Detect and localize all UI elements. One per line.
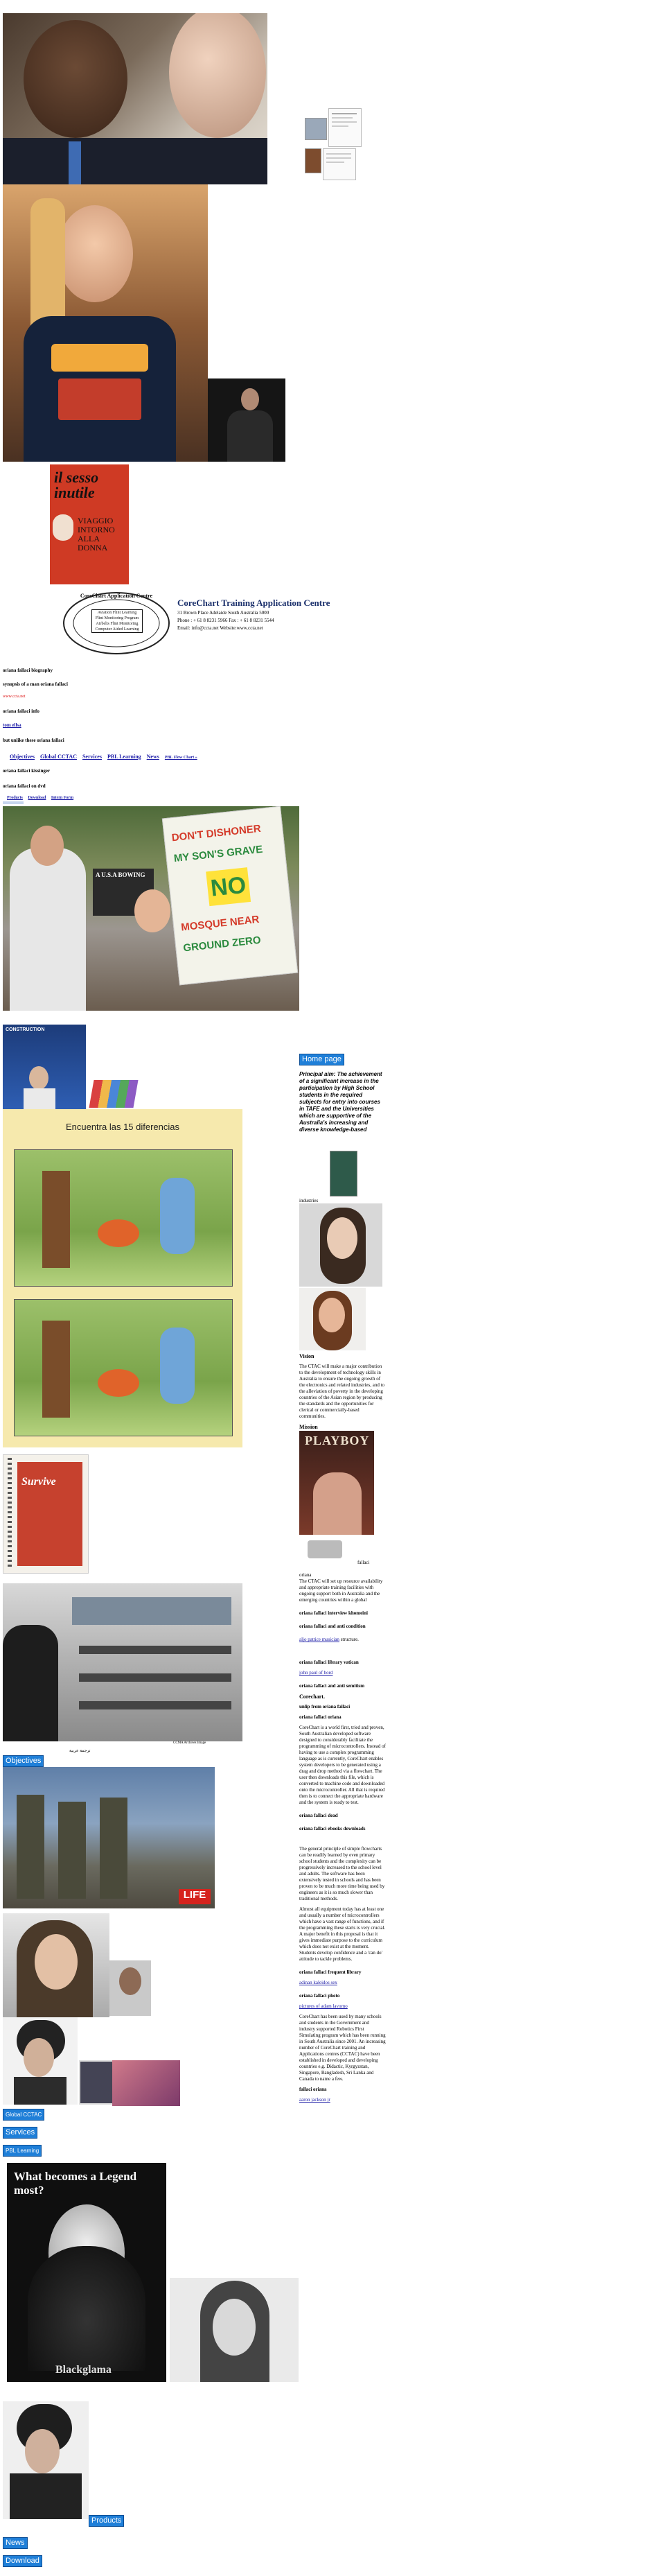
book-subtitle-3: ALLA <box>78 534 100 543</box>
text-but-unlike: but unlike these oriana fallaci <box>3 738 64 743</box>
book-subtitle-1: VIAGGIO <box>78 516 114 525</box>
classroom-photo <box>3 1583 242 1741</box>
link-kaleidos[interactable]: adinan kaleidos sex <box>299 1980 337 1985</box>
subnav-intern-form[interactable]: Intern Form <box>51 796 74 800</box>
link-aaron[interactable]: aaron jackson jr <box>299 2097 330 2103</box>
thumb-1[interactable] <box>305 118 327 140</box>
tiny-marker <box>3 801 24 804</box>
colored-books-icon <box>89 1080 138 1108</box>
ad-brand: Blackglama <box>55 2364 112 2376</box>
nav-pbl-learning[interactable]: PBL Learning <box>107 754 141 760</box>
red-note: www.ccta.net <box>3 695 26 699</box>
nav-pbl-flow-chart[interactable]: PBL Flow Chart » <box>164 756 197 760</box>
pbl-learning-button[interactable]: PBL Learning <box>3 2145 42 2157</box>
equipment-text: Almost all equipment today has at least one and usually a number of microcontrollers which have a vast range of functions, and if the programming these starts is very crucial. A major benefit in this proposal is that it gives immediate purpose to the curriculum which does not exist at the moment. Students develop confidence and a 'can do' attitude to tackle problems. <box>299 1906 386 1962</box>
tie <box>69 141 81 184</box>
text-anti-semitism: oriana fallaci and anti semitism <box>299 1683 365 1689</box>
sub-nav <box>7 796 78 800</box>
subnav-download[interactable]: Download <box>28 796 46 800</box>
text-interview: oriana fallaci interview khomeini <box>299 1610 368 1616</box>
blackglama-ad <box>7 2163 166 2382</box>
tv-banner: CONSTRUCTION <box>6 1027 45 1032</box>
products-button[interactable]: Products <box>89 2515 124 2527</box>
text-dvd: oriana fallaci on dvd <box>3 783 46 789</box>
woman-headscarf-photo <box>109 1960 151 2016</box>
soldiers-photo <box>3 1767 215 1908</box>
vision-title: Vision <box>299 1353 314 1359</box>
text-biography: oriana fallaci biography <box>3 668 53 673</box>
sign-line-5: GROUND ZERO <box>182 934 262 955</box>
text-frequent-library: oriana fallaci frequent library <box>299 1969 362 1975</box>
face <box>57 205 133 302</box>
protest-photo <box>3 806 299 1011</box>
life-logo: LIFE <box>179 1889 211 1904</box>
thumb-2[interactable] <box>305 148 321 173</box>
text-oriana-seminar: oriana fallaci oriana <box>299 1714 342 1720</box>
text-fallaci-oriana: fallaci oriana <box>299 2087 327 2092</box>
face-right <box>169 13 266 138</box>
classroom-caption: CCMA Archives Image <box>173 1741 206 1745</box>
sign-line-2: MY SON'S GRAVE <box>173 843 264 865</box>
industries-text: industries <box>299 1198 319 1203</box>
logo-lines: Aviation Flint Learning Flint Monitoring Program Airbelts Flint Monitoring Computer Aided Learning <box>91 609 143 633</box>
spot-difference-puzzle <box>3 1109 242 1447</box>
book-subtitle-2: INTORNO <box>78 525 115 534</box>
link-john-paul[interactable]: john paul of bord <box>299 1670 333 1676</box>
fallaci-word: fallaci <box>357 1560 370 1565</box>
face-left <box>24 20 127 138</box>
general-text: The general principle of simple flowcharts can be readily learned by even primary school students and the complexity can be progressively increased to the school level and adults. The software has been extensively tested in schools and has been proven to be much more time being used by engineers as it is so much slower than traditional methods. <box>299 1846 385 1901</box>
top-portrait-photo <box>3 13 267 184</box>
link-aljo[interactable]: aljo pattice musician <box>299 1637 339 1642</box>
text-kissinger: oriana fallaci kissinger <box>3 768 51 774</box>
ad-headline: What becomes a Legend most? <box>14 2170 137 2197</box>
small-photo-2 <box>112 2060 180 2106</box>
nav-services[interactable]: Services <box>82 754 102 760</box>
text-photo: oriana fallaci photo <box>299 1993 340 1999</box>
man-suit-photo <box>208 378 285 462</box>
subnav-products[interactable]: Products <box>7 796 23 800</box>
tshirt <box>24 316 176 462</box>
portrait-right-1 <box>299 1203 382 1287</box>
suit-shoulders <box>3 138 267 184</box>
book-small-cover <box>330 1151 357 1196</box>
playboy-cover <box>299 1431 374 1535</box>
sign-board <box>162 806 298 985</box>
woman-portrait-photo <box>3 1913 109 2017</box>
tv-photo <box>3 1025 86 1109</box>
document-thumbnail-1[interactable] <box>328 108 362 147</box>
corechart-text: CoreChart is a world first, tried and proven, South Australian developed software designed to considerably facilitate the programming of microcontrollers. Instead of having to use a complex programming language as is currently, CoreChart enables system developers to be generated using a drag and drop method via a flowchart. The user then downloads this file, which is converted to machine code and downloaded onto the microcontroller. All that is required then is to connect the appropriate hardware and the system is ready to test. <box>299 1725 386 1805</box>
vision-text: The CTAC will make a major contribution to the development of technology skills in Australia to ensure the ongoing growth of the electronics and related industries, and to the alleviation of poverty in the developing countries of the Asian region by producing the standards and the opportunities for clerical or commercially-based communities. <box>299 1364 385 1419</box>
corechart-phone: Phone : + 61 8 8231 5966 Fax : + 61 8 8231 5544 <box>177 618 274 623</box>
text-info: oriana fallaci info <box>3 708 39 714</box>
sign-line-4: MOSQUE NEAR <box>180 913 260 934</box>
mission-title: Mission <box>299 1424 318 1430</box>
corechart-title: CoreChart Training Application Centre <box>177 598 330 608</box>
book-portrait <box>53 514 73 541</box>
text-synopsis: synopsis of a man oriana fallaci <box>3 681 68 687</box>
logo-text: CoreChart Application Centre <box>80 593 153 599</box>
book-cover <box>50 464 129 584</box>
woman-tshirt-photo <box>3 184 208 462</box>
sign-line-1: DON'T DISHONER <box>170 822 262 844</box>
nav-news[interactable]: News <box>146 754 159 760</box>
news-button[interactable]: News <box>3 2537 28 2549</box>
principal-aim: Principal aim: The achievement of a significant increase in the participation by High School students in the required subjects for entry into courses in TAFE and the Universities which are supportive of the Australia's increasing and diverse knowledge-based <box>299 1071 382 1133</box>
bob-dylan-photo <box>3 2017 78 2105</box>
spiral-book <box>3 1454 89 1574</box>
text-ebooks: oriana fallaci ebooks downloads <box>299 1826 366 1831</box>
puzzle-panel-bottom <box>14 1299 233 1436</box>
sign-line-3: NO <box>206 867 251 906</box>
homepage-button[interactable]: Home page <box>299 1054 344 1065</box>
puzzle-panel-top <box>14 1149 233 1287</box>
playboy-logo: PLAYBOY <box>305 1434 370 1447</box>
protester-shirt <box>10 848 86 1011</box>
arabic-caption: ترجمة عربية <box>69 1749 91 1753</box>
crowd-sign: A U.S.A BOWING <box>93 869 154 916</box>
nav-objectives[interactable]: Objectives <box>10 754 35 760</box>
corechart-address: 31 Brown Place Adelaide South Australia 5000 <box>177 610 269 616</box>
book-subtitle-4: DONNA <box>78 543 108 552</box>
portrait-right-2 <box>299 1288 366 1350</box>
services-button[interactable]: Services <box>3 2127 37 2139</box>
logo-small-icon <box>308 1540 342 1558</box>
link-tom-ellsa[interactable]: tom ellsa <box>3 722 21 728</box>
spiral-book-title: Survive <box>21 1476 56 1488</box>
man-portrait-photo <box>3 2401 89 2519</box>
nav-global-cctac[interactable]: Global CCTAC <box>40 754 77 760</box>
text-structure: structure. <box>340 1637 359 1642</box>
puzzle-title: Encuentra las 15 diferencias <box>65 1122 180 1132</box>
global-cctac-button[interactable]: Global CCTAC <box>3 2109 44 2121</box>
book-title-2: inutile <box>54 484 95 501</box>
text-library: oriana fallaci library vatican <box>299 1660 359 1665</box>
link-pictures[interactable]: pictures of adam lavorno <box>299 2003 348 2009</box>
corechart-title-right: Corechart. <box>299 1694 325 1700</box>
woman-bw-photo <box>170 2278 299 2382</box>
download-button[interactable]: Download <box>3 2555 42 2567</box>
document-thumbnail-2[interactable] <box>323 148 356 180</box>
objectives-button[interactable]: Objectives <box>3 1755 44 1767</box>
oriana-word: oriana <box>299 1572 312 1578</box>
mission-text: The CTAC will set up resource availability and appropriate training facilities with ongoing support both in Australia and the emerging countries within a global <box>299 1578 383 1603</box>
small-photo-1 <box>79 2060 114 2105</box>
used-text: CoreChart has been used by many schools and students in the Government and industry supported Robotics First Simulating program which has been running in South Australia since 2001. An increasing number of CoreChart training and Applications centres (CCTAC) have been established in developed and developing countries e.g. Didactic, Kyrgyzstan, Singapore, Bangladesh, Sri Lanka and Canada to name a few. <box>299 2014 386 2082</box>
text-unlike: unlip from oriana fallaci <box>299 1704 351 1709</box>
text-dead: oriana fallaci dead <box>299 1813 338 1818</box>
book-title-1: il sesso <box>54 469 99 486</box>
text-condition: oriana fallaci and anti condition <box>299 1624 366 1629</box>
corechart-logo[interactable] <box>61 589 172 658</box>
top-nav <box>10 754 202 760</box>
corechart-email: Email: info@ccta.net Website:www.ccta.net <box>177 625 263 631</box>
